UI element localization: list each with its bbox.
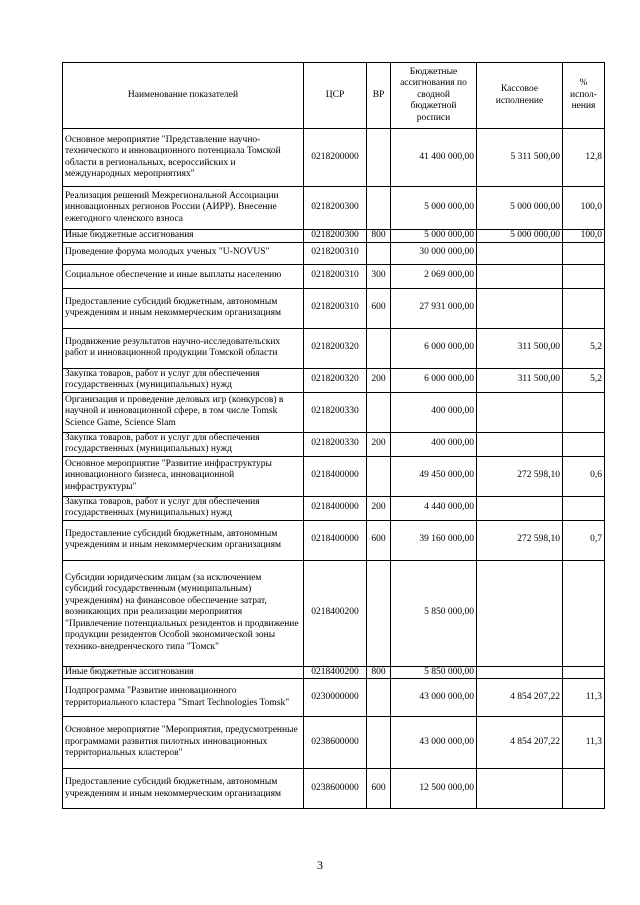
cell-percent: 0,7 — [563, 520, 605, 560]
table-row — [63, 666, 605, 679]
cell-budget: 4 440 000,00 — [391, 496, 477, 520]
table-row — [63, 230, 605, 243]
cell-budget: 43 000 000,00 — [391, 717, 477, 769]
cell-budget: 27 931 000,00 — [391, 288, 477, 328]
cell-name: Организация и проведение деловых игр (конкурсов) в научной и инновационной сфере, в том числе Tomsk Science Game, Science Slam — [63, 392, 304, 432]
cell-vr — [367, 717, 391, 769]
table-row — [63, 520, 605, 560]
cell-name: Предоставление субсидий бюджетным, автономным учреждениям и иным некоммерческим организациям — [63, 769, 304, 809]
cell-csr: 0218200330 — [304, 392, 367, 432]
cell-cash: 5 311 500,00 — [477, 129, 563, 187]
cell-name: Предоставление субсидий бюджетным, автономным учреждениям и иным некоммерческим организациям — [63, 288, 304, 328]
cell-budget: 6 000 000,00 — [391, 328, 477, 368]
cell-csr: 0218200300 — [304, 187, 367, 230]
cell-cash: 311 500,00 — [477, 368, 563, 392]
cell-csr: 0218200300 — [304, 230, 367, 243]
cell-percent — [563, 560, 605, 666]
cell-vr — [367, 392, 391, 432]
cell-percent: 0,6 — [563, 456, 605, 496]
cell-vr — [367, 560, 391, 666]
table-row — [63, 769, 605, 809]
cell-percent: 5,2 — [563, 368, 605, 392]
cell-vr: 300 — [367, 264, 391, 288]
cell-name: Иные бюджетные ассигнования — [63, 666, 304, 679]
cell-cash — [477, 288, 563, 328]
table-row — [63, 432, 605, 456]
cell-name: Реализация решений Межрегиональной Ассоциации инновационных регионов России (АИРР). Внесение ежегодного членского взноса — [63, 187, 304, 230]
cell-budget: 30 000 000,00 — [391, 242, 477, 264]
cell-csr: 0218400200 — [304, 560, 367, 666]
cell-percent: 11,3 — [563, 679, 605, 717]
table-row — [63, 264, 605, 288]
cell-cash — [477, 769, 563, 809]
cell-name: Проведение форума молодых ученых "U-NOVUS" — [63, 242, 304, 264]
cell-percent — [563, 496, 605, 520]
cell-percent — [563, 432, 605, 456]
cell-cash: 272 598,10 — [477, 520, 563, 560]
table-header-row — [63, 63, 605, 129]
cell-percent: 5,2 — [563, 328, 605, 368]
cell-vr: 800 — [367, 666, 391, 679]
header-vr: ВР — [367, 63, 391, 129]
cell-cash — [477, 264, 563, 288]
cell-cash — [477, 666, 563, 679]
cell-cash: 5 000 000,00 — [477, 187, 563, 230]
cell-percent: 100,0 — [563, 187, 605, 230]
cell-csr: 0218200000 — [304, 129, 367, 187]
cell-name: Закупка товаров, работ и услуг для обеспечения государственных (муниципальных) нужд — [63, 368, 304, 392]
table-row — [63, 187, 605, 230]
cell-percent: 100,0 — [563, 230, 605, 243]
table-row — [63, 328, 605, 368]
cell-percent — [563, 666, 605, 679]
cell-name: Продвижение результатов научно-исследовательских работ и инновационной продукции Томской области — [63, 328, 304, 368]
cell-vr: 200 — [367, 496, 391, 520]
cell-vr — [367, 129, 391, 187]
cell-cash — [477, 432, 563, 456]
cell-budget: 400 000,00 — [391, 432, 477, 456]
cell-budget: 5 000 000,00 — [391, 230, 477, 243]
cell-cash: 272 598,10 — [477, 456, 563, 496]
cell-percent — [563, 288, 605, 328]
cell-csr: 0218400000 — [304, 456, 367, 496]
cell-name: Основное мероприятие "Представление научно-технического и инновационного потенциала Томской области в региональных, всероссийских и международных мероприятиях" — [63, 129, 304, 187]
cell-csr: 0218200310 — [304, 264, 367, 288]
cell-cash: 311 500,00 — [477, 328, 563, 368]
cell-csr: 0238600000 — [304, 769, 367, 809]
header-cash: Кассовое исполнение — [477, 63, 563, 129]
cell-csr: 0218200330 — [304, 432, 367, 456]
cell-budget: 5 850 000,00 — [391, 666, 477, 679]
table-row — [63, 679, 605, 717]
cell-cash — [477, 392, 563, 432]
cell-percent — [563, 769, 605, 809]
budget-execution-table — [62, 62, 605, 809]
cell-budget: 400 000,00 — [391, 392, 477, 432]
page-number: 3 — [317, 858, 323, 872]
cell-vr: 600 — [367, 520, 391, 560]
cell-csr: 0218200310 — [304, 242, 367, 264]
cell-vr — [367, 328, 391, 368]
cell-csr: 0218200320 — [304, 328, 367, 368]
table-row — [63, 560, 605, 666]
cell-vr — [367, 187, 391, 230]
cell-vr: 600 — [367, 288, 391, 328]
cell-budget: 5 000 000,00 — [391, 187, 477, 230]
table-row — [63, 717, 605, 769]
cell-percent — [563, 264, 605, 288]
cell-name: Подпрограмма "Развитие инновационного территориального кластера "Smart Technologies Tomsk" — [63, 679, 304, 717]
header-name: Наименование показателей — [63, 63, 304, 129]
cell-percent — [563, 242, 605, 264]
cell-vr — [367, 456, 391, 496]
cell-vr — [367, 242, 391, 264]
table-row — [63, 288, 605, 328]
cell-csr: 0230000000 — [304, 679, 367, 717]
cell-budget: 2 069 000,00 — [391, 264, 477, 288]
cell-budget: 6 000 000,00 — [391, 368, 477, 392]
header-budget: Бюджетные ассигнования по сводной бюджетной росписи — [391, 63, 477, 129]
cell-percent — [563, 392, 605, 432]
cell-budget: 39 160 000,00 — [391, 520, 477, 560]
cell-csr: 0218400000 — [304, 520, 367, 560]
cell-budget: 49 450 000,00 — [391, 456, 477, 496]
header-percent: % испол-нения — [563, 63, 605, 129]
cell-name: Социальное обеспечение и иные выплаты населению — [63, 264, 304, 288]
table-row — [63, 392, 605, 432]
cell-budget: 41 400 000,00 — [391, 129, 477, 187]
cell-name: Иные бюджетные ассигнования — [63, 230, 304, 243]
cell-cash: 4 854 207,22 — [477, 717, 563, 769]
cell-csr: 0218200310 — [304, 288, 367, 328]
cell-csr: 0218400200 — [304, 666, 367, 679]
cell-budget: 5 850 000,00 — [391, 560, 477, 666]
cell-name: Субсидии юридическим лицам (за исключением субсидий государственным (муниципальным) учреждениям) на финансовое обеспечение затрат, возникающих при реализации мероприятия "Привлечение потенциальных резидентов и продвижение продукции резидентов Особой экономической зоны технико-внедренческого типа "Томск" — [63, 560, 304, 666]
header-csr: ЦСР — [304, 63, 367, 129]
cell-cash: 4 854 207,22 — [477, 679, 563, 717]
cell-name: Закупка товаров, работ и услуг для обеспечения государственных (муниципальных) нужд — [63, 496, 304, 520]
cell-name: Основное мероприятие "Мероприятия, предусмотренные программами развития пилотных инновационных территориальных кластеров" — [63, 717, 304, 769]
cell-csr: 0218400000 — [304, 496, 367, 520]
cell-csr: 0218200320 — [304, 368, 367, 392]
cell-csr: 0238600000 — [304, 717, 367, 769]
cell-vr: 200 — [367, 368, 391, 392]
cell-vr: 200 — [367, 432, 391, 456]
cell-name: Предоставление субсидий бюджетным, автономным учреждениям и иным некоммерческим организациям — [63, 520, 304, 560]
cell-percent: 12,8 — [563, 129, 605, 187]
cell-name: Основное мероприятие "Развитие инфраструктуры инновационного бизнеса, инновационной инфраструктуры" — [63, 456, 304, 496]
table-row — [63, 456, 605, 496]
cell-vr — [367, 679, 391, 717]
cell-percent: 11,3 — [563, 717, 605, 769]
cell-vr: 600 — [367, 769, 391, 809]
cell-vr: 800 — [367, 230, 391, 243]
table-row — [63, 242, 605, 264]
table-row — [63, 368, 605, 392]
cell-name: Закупка товаров, работ и услуг для обеспечения государственных (муниципальных) нужд — [63, 432, 304, 456]
cell-budget: 12 500 000,00 — [391, 769, 477, 809]
cell-budget: 43 000 000,00 — [391, 679, 477, 717]
cell-cash — [477, 496, 563, 520]
table-row — [63, 496, 605, 520]
cell-cash: 5 000 000,00 — [477, 230, 563, 243]
cell-cash — [477, 560, 563, 666]
table-row — [63, 129, 605, 187]
cell-cash — [477, 242, 563, 264]
